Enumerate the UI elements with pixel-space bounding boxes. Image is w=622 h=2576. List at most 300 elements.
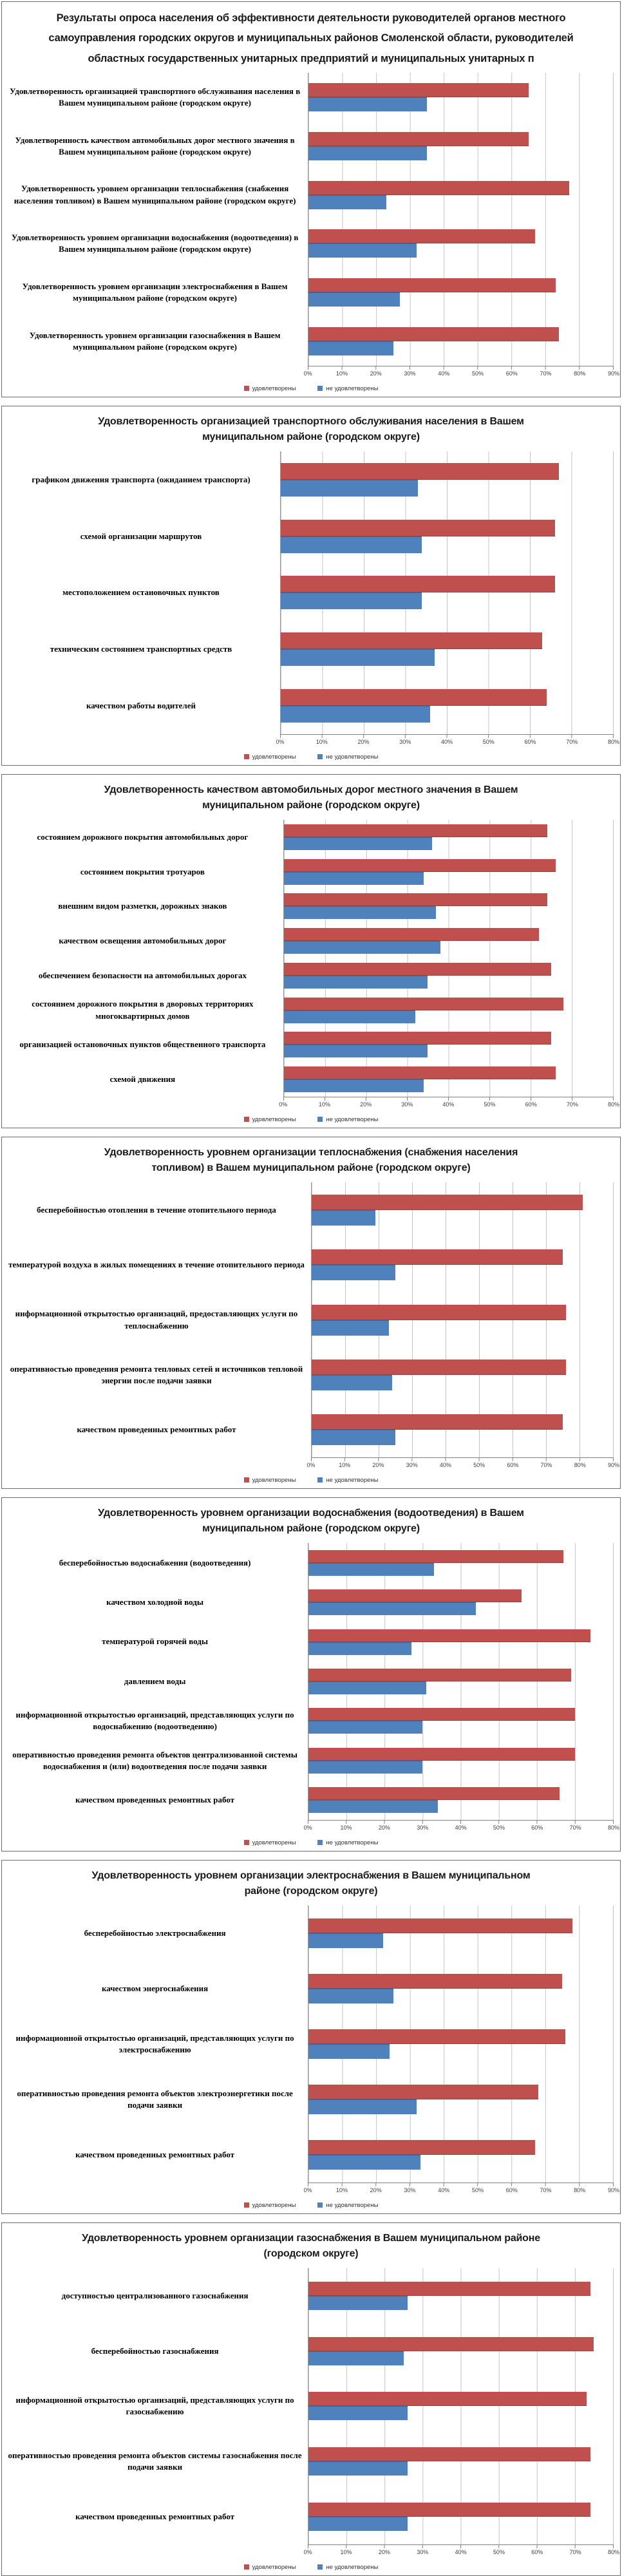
axis-tick-marks [311,1457,614,1461]
table-row [2,1961,620,2016]
axis-tick-label: 0% [276,739,285,745]
legend-swatch-not-satisfied [317,2202,323,2208]
bar-not-satisfied [308,2517,408,2531]
category-label: качеством освещения автомобильных дорог [59,936,227,946]
legend-item [244,1477,296,1484]
legend-swatch-not-satisfied [317,1477,323,1482]
legend-swatch-not-satisfied [317,386,323,391]
legend-label: не удовлетворены [326,2201,379,2209]
bar-satisfied [284,1032,551,1045]
axis-tick-label: 80% [607,1101,620,1108]
table-row [2,1293,620,1347]
legend-label: не удовлетворены [326,2563,379,2571]
axis-tick-label: 40% [438,370,450,377]
category-label: состоянием дорожного покрытия в дворовых территориях многоквартирных домов [32,999,254,1021]
axis-tick-label: 50% [482,739,495,745]
category-label: качеством работы водителей [86,700,196,710]
category-label: Удовлетворенность организацией транспортного обслуживания населения в Вашем муниципальном районе (городском округе) [9,86,301,108]
bar-satisfied [284,893,547,906]
table-row [2,1403,620,1457]
bar-not-satisfied [308,1602,476,1615]
axis-area [306,1457,620,1472]
category-label: бесперебойностью электроснабжения [84,1927,226,1938]
category-label: бесперебойностью отопления в течение отопительного периода [37,1204,276,1215]
axis-spacer [2,2183,308,2197]
axis-tick-label: 70% [540,1462,552,1468]
bar-not-satisfied [308,1933,383,1948]
bar-not-satisfied [312,1430,395,1445]
axis-tick-label: 80% [607,1824,620,1831]
category-label: качеством проведенных ремонтных работ [75,1795,235,1805]
bar-cell [311,1347,614,1402]
table-row [2,923,620,958]
axis-tick-label: 30% [399,739,411,745]
category-label: информационной открытостью организаций, представляющих услуги по водоснабжению (водоотведению) [15,1710,294,1732]
axis-tick-label: 60% [507,1462,519,1468]
bar-not-satisfied [308,2099,417,2114]
bar-cell [311,1403,614,1457]
table-row [2,2434,620,2489]
bar-satisfied [284,928,539,941]
table-row [2,122,620,171]
bar-satisfied [284,963,551,976]
bar-cell [308,1622,614,1662]
bar-satisfied [308,2392,586,2406]
bar-satisfied [281,520,555,536]
legend-label: не удовлетворены [326,753,379,761]
bar-satisfied [308,2140,535,2155]
category-label: оперативностью проведения ремонта объектов системы газоснабжения после подачи заявки [8,2450,302,2472]
bar-satisfied [308,278,556,292]
table-row [2,1582,620,1622]
axis-spacer [2,734,280,748]
table-row [2,1906,620,1961]
axis-tick-label: 80% [607,2549,620,2555]
axis-tick-label: 90% [607,1462,620,1468]
legend-swatch-not-satisfied [317,1840,323,1845]
x-axis [2,366,620,380]
axis-tick-label: 20% [360,1101,372,1108]
bar-not-satisfied [308,2044,390,2059]
legend-swatch-satisfied [244,386,249,391]
axis-spacer [2,1820,308,1834]
bar-cell [311,1237,614,1292]
bar-satisfied [308,2282,590,2296]
table-row [2,565,620,621]
chart-legend [2,2559,620,2575]
bar-cell [308,220,614,269]
axis-tick-label: 80% [607,739,620,745]
bar-not-satisfied [281,536,422,553]
category-rows [2,1543,620,1820]
bar-not-satisfied [284,837,432,850]
plot-area [2,1540,620,1851]
bar-not-satisfied [312,1320,389,1336]
bar-not-satisfied [284,1045,428,1057]
axis-spacer [2,2544,308,2559]
table-row [2,2489,620,2544]
legend-item [244,1839,296,1846]
axis-tick-label: 50% [471,2187,484,2193]
axis-tick-label: 40% [439,1462,451,1468]
category-label: Удовлетворенность уровнем организации газоснабжения в Вашем муниципальном районе (городском округе) [29,330,281,352]
category-label: давлением воды [124,1676,186,1686]
axis-area [303,2183,620,2197]
bar-satisfied [308,2085,538,2099]
table-row [2,889,620,924]
bar-cell [308,122,614,171]
legend-item [244,1116,296,1123]
bar-satisfied [308,1748,575,1761]
bar-cell [283,958,614,993]
bar-cell [283,820,614,855]
table-row [2,993,620,1028]
chart-title: Удовлетворенность уровнем организации теплоснабжения (снабжения населения топливом) в Вашем муниципальном районе (городском округе) [104,1147,518,1173]
axis-tick-label: 40% [455,1824,467,1831]
bar-not-satisfied [284,941,440,954]
chart-card [1,1,621,397]
chart-card [1,2222,621,2576]
bar-satisfied [308,327,559,341]
bar-cell [311,1182,614,1237]
chart-legend [2,380,620,397]
plot-area [2,70,620,397]
category-label: температурой горячей воды [102,1636,208,1647]
bar-satisfied [308,2337,594,2351]
table-row [2,171,620,220]
bar-not-satisfied [284,1079,424,1092]
bar-cell [308,73,614,122]
category-label: информационной открытостью организаций, представляющих услуги по газоснабжению [15,2395,294,2417]
legend-label: не удовлетворены [326,384,379,392]
axis-tick-label: 60% [505,370,518,377]
bar-cell [308,1582,614,1622]
table-row [2,2127,620,2183]
table-row [2,508,620,565]
category-label: организацией остановочных пунктов общественного транспорта [19,1039,266,1050]
legend-item [244,2202,296,2209]
x-axis [2,2183,620,2197]
bar-not-satisfied [284,976,428,989]
category-rows [2,73,620,366]
axis-tick-label: 60% [505,2187,518,2193]
category-label: техническим состоянием транспортных средств [50,644,232,654]
bar-not-satisfied [308,292,400,307]
legend-swatch-satisfied [244,1840,249,1845]
legend-label: удовлетворены [252,384,296,392]
axis-spacer [2,1097,283,1111]
bar-satisfied [312,1305,566,1320]
category-label: бесперебойностью газоснабжения [91,2345,219,2356]
category-label: местоположением остановочных пунктов [62,587,220,598]
legend-label: удовлетворены [252,1839,296,1846]
category-label: качеством холодной воды [106,1597,203,1607]
axis-tick-marks [308,1820,614,1824]
bar-satisfied [308,1550,563,1563]
bar-cell [308,2434,614,2489]
axis-tick-label: 90% [607,2187,620,2193]
category-label: Удовлетворенность качеством автомобильных дорог местного значения в Вашем муниципальном районе (городском округе) [15,135,295,156]
table-row [2,2379,620,2434]
bar-not-satisfied [281,706,430,723]
axis-tick-label: 40% [455,2549,467,2555]
bar-satisfied [308,181,569,195]
legend-swatch-satisfied [244,754,249,759]
bar-not-satisfied [281,592,422,609]
axis-tick-label: 50% [473,1462,485,1468]
axis-tick-label: 0% [303,370,312,377]
bar-cell [308,1906,614,1961]
axis-tick-label: 10% [340,1824,352,1831]
axis-tick-label: 10% [340,2549,352,2555]
bar-satisfied [281,689,547,706]
axis-tick-label: 80% [574,370,586,377]
bar-satisfied [308,1918,572,1933]
bar-not-satisfied [308,1800,438,1813]
bar-not-satisfied [308,243,417,258]
table-row [2,1062,620,1097]
bar-not-satisfied [308,2406,408,2420]
bar-satisfied [312,1195,583,1210]
category-label: оперативностью проведения ремонта тепловых сетей и источников тепловой энергии после подачи заявки [10,1363,303,1385]
axis-tick-label: 20% [378,2549,390,2555]
axis-tick-label: 70% [569,2549,581,2555]
category-label: Удовлетворенность уровнем организации водоснабжения (водоотведения) в Вашем муниципальном районе (городском округе) [11,232,299,254]
bar-satisfied [284,859,556,872]
axis-tick-label: 10% [335,370,348,377]
legend-label: не удовлетворены [326,1839,379,1846]
table-row [2,1781,620,1820]
category-label: оперативностью проведения ремонта объектов централизованной системы водоснабжения и (или) водоотведения после подачи заявки [12,1749,297,1771]
category-label: состоянием покрытия тротуаров [80,866,205,876]
legend-item [317,753,378,761]
bar-cell [308,268,614,317]
axis-tick-label: 10% [316,739,328,745]
legend-swatch-satisfied [244,2202,249,2208]
bar-cell [283,1028,614,1063]
legend-label: удовлетворены [252,753,296,761]
plot-area [2,449,620,765]
axis-spacer [2,1457,311,1472]
bar-satisfied [308,1669,571,1681]
bar-satisfied [308,132,528,146]
bar-not-satisfied [308,1989,393,2003]
bar-satisfied [284,1066,556,1079]
table-row [2,1237,620,1292]
bar-satisfied [281,632,542,649]
category-label: схемой организации маршрутов [80,531,202,541]
bar-satisfied [308,1787,560,1800]
table-row [2,268,620,317]
table-row [2,2072,620,2127]
bar-not-satisfied [308,1721,422,1734]
bar-satisfied [308,1974,562,1989]
bar-not-satisfied [308,2351,404,2365]
bar-cell [280,508,614,565]
category-label: качеством энергоснабжения [102,1983,209,1993]
table-row [2,621,620,677]
plot-area [2,1180,620,1488]
bar-not-satisfied [312,1265,395,1280]
bar-cell [308,1781,614,1820]
category-rows [2,451,620,734]
category-label: информационной открытостью организаций, представляющих услуги по электроснабжению [15,2032,294,2054]
bar-cell [308,1701,614,1741]
category-label: качеством проведенных ремонтных работ [75,2149,235,2159]
bar-cell [308,2268,614,2324]
category-rows [2,1182,620,1457]
axis-tick-label: 10% [318,1101,330,1108]
category-label: качеством проведенных ремонтных работ [75,2511,235,2521]
axis-tick-label: 30% [417,2549,429,2555]
legend-item [244,385,296,392]
axis-tick-label: 0% [303,1824,312,1831]
chart-legend [2,1834,620,1851]
axis-tick-label: 0% [303,2187,312,2193]
bar-satisfied [308,1629,590,1642]
legend-swatch-not-satisfied [317,754,323,759]
table-row [2,2268,620,2324]
axis-tick-label: 20% [357,739,370,745]
chart-card [1,1497,621,1852]
table-row [2,820,620,855]
bar-satisfied [308,2029,565,2044]
table-row [2,1347,620,1402]
bar-cell [308,2379,614,2434]
bar-satisfied [308,83,528,97]
axis-tick-label: 60% [524,739,536,745]
axis-tick-label: 40% [442,1101,455,1108]
axis-tick-label: 20% [370,370,382,377]
table-row [2,677,620,734]
bar-cell [308,2072,614,2127]
x-axis [2,2544,620,2559]
axis-tick-marks [283,1097,614,1101]
bar-not-satisfied [284,872,424,885]
x-axis [2,1457,620,1472]
axis-tick-marks [308,2544,614,2548]
axis-tick-label: 50% [493,2549,505,2555]
axis-tick-label: 50% [484,1101,496,1108]
legend-label: удовлетворены [252,1115,296,1123]
bar-cell [308,2127,614,2183]
bar-not-satisfied [281,480,418,497]
axis-tick-label: 80% [574,2187,586,2193]
chart-title: Удовлетворенность уровнем организации электроснабжения в Вашем муниципальном районе (городском округе) [91,1870,531,1897]
chart-title: Удовлетворенность организацией транспортного обслуживания населения в Вашем муниципальном районе (городском округе) [98,416,524,442]
bar-cell [280,621,614,677]
legend-label: не удовлетворены [326,1115,379,1123]
table-row [2,73,620,122]
bar-cell [308,2324,614,2379]
plot-area [2,817,620,1128]
axis-tick-label: 30% [417,1824,429,1831]
bar-not-satisfied [281,649,435,666]
table-row [2,855,620,889]
chart-title: Удовлетворенность уровнем организации газоснабжения в Вашем муниципальном районе (городском округе) [82,2233,540,2259]
legend-label: удовлетворены [252,2201,296,2209]
bar-not-satisfied [312,1375,392,1390]
axis-tick-label: 20% [370,2187,382,2193]
axis-tick-label: 30% [404,370,416,377]
table-row [2,1182,620,1237]
category-label: обеспечением безопасности на автомобильных дорогах [38,970,247,980]
table-row [2,317,620,366]
bar-satisfied [312,1249,563,1265]
chart-card [1,1860,621,2214]
table-row [2,220,620,269]
legend-label: удовлетворены [252,1476,296,1484]
bar-satisfied [308,2503,590,2517]
legend-swatch-satisfied [244,2564,249,2570]
bar-cell [308,2016,614,2072]
legend-label: не удовлетворены [326,1476,379,1484]
chart-legend [2,1111,620,1128]
bar-satisfied [281,463,559,480]
chart-legend [2,748,620,765]
category-label: информационной открытостью организаций, предоставляющих услуги по теплоснабжению [15,1309,298,1331]
category-label: внешним видом разметки, дорожных знаков [58,901,227,911]
axis-tick-label: 30% [404,2187,416,2193]
bar-cell [308,1662,614,1701]
category-rows [2,1906,620,2183]
chart-legend [2,1472,620,1488]
axis-area [303,2544,620,2559]
table-row [2,1622,620,1662]
bar-not-satisfied [308,195,386,209]
legend-item [244,2564,296,2571]
axis-tick-label: 60% [525,1101,537,1108]
table-row [2,1662,620,1701]
bar-satisfied [308,1589,522,1602]
axis-tick-label: 0% [279,1101,288,1108]
category-label: качеством проведенных ремонтных работ [77,1425,236,1435]
table-row [2,958,620,993]
category-label: оперативностью проведения ремонта объектов электроэнергетики после подачи заявки [17,2088,293,2110]
legend-swatch-satisfied [244,1117,249,1122]
axis-tick-label: 70% [566,1101,578,1108]
bar-satisfied [312,1414,563,1430]
category-label: графиком движения транспорта (ожиданием транспорта) [32,474,250,484]
bar-cell [311,1293,614,1347]
axis-tick-label: 40% [438,2187,450,2193]
legend-item [317,1116,378,1123]
table-row [2,1741,620,1780]
bar-not-satisfied [308,1761,422,1774]
axis-tick-label: 60% [531,1824,543,1831]
x-axis [2,734,620,748]
axis-tick-label: 70% [540,370,552,377]
chart-title: Результаты опроса населения об эффективности деятельности руководителей органов местного самоуправления городских округов и муниципальных районов Смоленской области, руководителей областных государственных унитарных предприятий и муниципальных унитарных п [48,12,574,64]
legend-item [317,2564,378,2571]
bar-not-satisfied [308,2296,408,2310]
chart-card [1,774,621,1128]
legend-label: удовлетворены [252,2563,296,2571]
chart-legend [2,2197,620,2213]
axis-tick-label: 50% [493,1824,505,1831]
chart-title: Удовлетворенность качеством автомобильных дорог местного значения в Вашем муниципальном районе (городском округе) [104,784,518,811]
bar-not-satisfied [284,1010,415,1023]
x-axis [2,1097,620,1111]
axis-tick-label: 60% [531,2549,543,2555]
bar-not-satisfied [308,146,427,160]
bar-cell [283,993,614,1028]
bar-cell [308,1961,614,2016]
legend-item [317,1477,378,1484]
legend-item [317,385,378,392]
axis-tick-label: 90% [607,370,620,377]
chart-card [1,406,621,766]
